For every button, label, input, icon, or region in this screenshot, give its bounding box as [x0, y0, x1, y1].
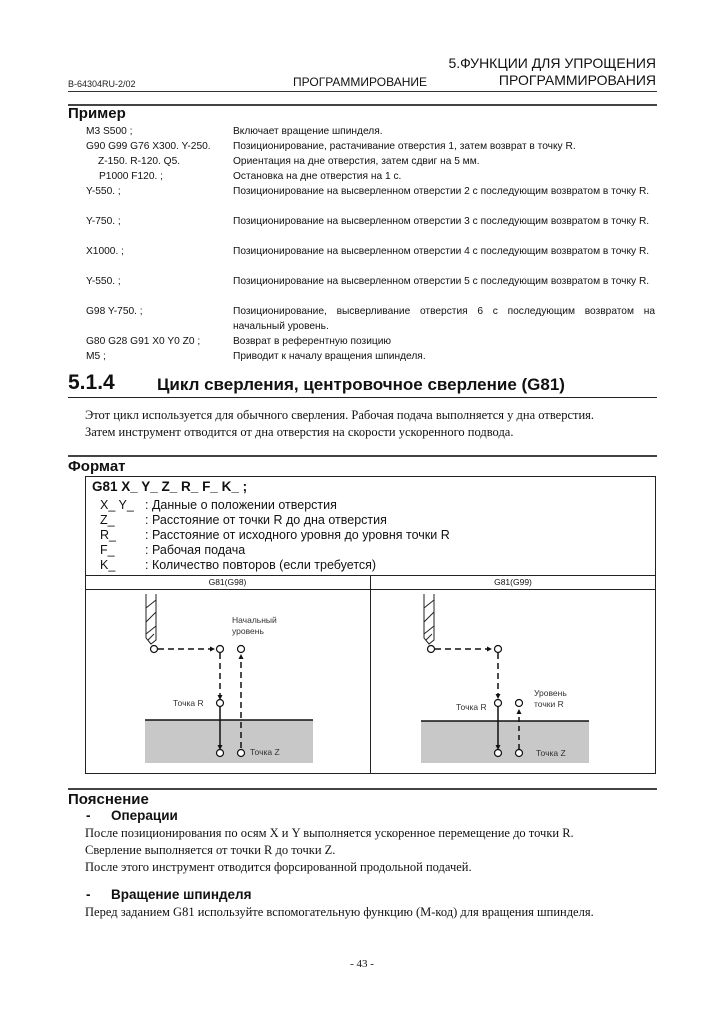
header-part-name: ПРОГРАММИРОВАНИЕ	[293, 75, 427, 89]
example-description: Позиционирование, высверливание отверстия 6 с последующим возвратом на начальный уровень.	[233, 306, 655, 332]
example-code: G98 Y-750. ;	[86, 306, 143, 317]
section-intro	[85, 407, 657, 441]
format-param-key: R_	[100, 528, 116, 542]
operations-dash: -	[86, 808, 91, 823]
chapter-title-line-1: 5.ФУНКЦИИ ДЛЯ УПРОЩЕНИЯ	[448, 55, 656, 71]
example-code: G90 G99 G76 X300. Y-250.	[86, 141, 211, 152]
spindle-text: Перед заданием G81 используйте вспомогательную функцию (M-код) для вращения шпинделя.	[85, 905, 594, 919]
label-point-r-g98: Точка R	[173, 698, 204, 708]
section-title: Цикл сверления, центровочное сверление (G81)	[157, 375, 565, 394]
label-initial-level-line-1: Начальный	[232, 615, 277, 625]
example-rule	[68, 104, 657, 106]
format-rule	[68, 455, 657, 457]
label-initial-level-line-2: уровень	[232, 626, 264, 636]
diagram-g99-title: G81(G99)	[370, 575, 656, 590]
format-heading: Формат	[68, 458, 126, 475]
example-description: Позиционирование на высверленном отверстии 2 с последующим возвратом в точку R.	[233, 186, 650, 197]
example-description: Возврат в референтную позицию	[233, 336, 392, 347]
example-description: Остановка на дне отверстия на 1 с.	[233, 171, 402, 182]
label-r-level	[534, 688, 567, 710]
label-point-z-g98: Точка Z	[250, 747, 280, 757]
operations-line: После этого инструмент отводится форсированной продольной подачей.	[85, 860, 472, 874]
format-param-desc: : Расстояние от точки R до дна отверстия	[145, 513, 387, 527]
label-initial-level	[232, 615, 277, 637]
explanation-rule	[68, 788, 657, 790]
drill-bit-icon	[146, 594, 156, 644]
example-description: Позиционирование на высверленном отверстии 4 с последующим возвратом в точку R.	[233, 246, 650, 257]
spindle-dash: -	[86, 887, 91, 902]
header-divider	[68, 91, 657, 92]
example-code: M3 S500 ;	[86, 126, 133, 137]
chapter-title	[448, 55, 656, 89]
example-table	[68, 124, 657, 364]
example-code: X1000. ;	[86, 246, 124, 257]
operations-heading: Операции	[111, 808, 178, 823]
document-code: B-64304RU-2/02	[68, 79, 136, 89]
page-number: - 43 -	[350, 958, 374, 970]
operations-line: После позиционирования по осям X и Y выполняется ускоренное перемещение до точки R.	[85, 826, 574, 840]
example-code: M5 ;	[86, 351, 106, 362]
label-r-level-line-1: Уровень	[534, 688, 567, 698]
chapter-title-line-2: ПРОГРАММИРОВАНИЯ	[498, 72, 656, 88]
section-number: 5.1.4	[68, 371, 115, 394]
diagram-g98	[86, 590, 370, 773]
example-description: Позиционирование, растачивание отверстия 1, затем возврат в точку R.	[233, 141, 576, 152]
format-param-key: X_ Y_	[100, 498, 134, 512]
format-param-desc: : Рабочая подача	[145, 543, 246, 557]
example-code: Y-550. ;	[86, 186, 121, 197]
example-code: Z-150. R-120. Q5.	[98, 156, 181, 167]
example-description: Ориентация на дне отверстия, затем сдвиг на 5 мм.	[233, 156, 480, 167]
example-description: Включает вращение шпинделя.	[233, 126, 383, 137]
format-param-desc: : Данные о положении отверстия	[145, 498, 337, 512]
example-description: Позиционирование на высверленном отверстии 5 с последующим возвратом в точку R.	[233, 276, 650, 287]
format-param-key: Z_	[100, 513, 115, 527]
section-intro-line-1: Этот цикл используется для обычного сверления. Рабочая подача выполняется у дна отверстия.	[85, 408, 595, 422]
operations-line: Сверление выполняется от точки R до точки Z.	[85, 843, 336, 857]
format-param-desc: : Расстояние от исходного уровня до уровня точки R	[145, 528, 450, 542]
example-heading: Пример	[68, 105, 126, 122]
operations-text	[85, 825, 657, 876]
section-intro-line-2: Затем инструмент отводится от дна отверстия на скорости ускоренного подвода.	[85, 425, 514, 439]
spindle-heading: Вращение шпинделя	[111, 887, 252, 902]
example-code: G80 G28 G91 X0 Y0 Z0 ;	[86, 336, 201, 347]
label-point-z-g99: Точка Z	[536, 748, 566, 758]
diagram-g98-title: G81(G98)	[85, 575, 370, 590]
format-param-key: F_	[100, 543, 115, 557]
section-title-underline	[68, 397, 657, 398]
label-r-level-line-2: точки R	[534, 699, 564, 709]
format-param-desc: : Количество повторов (если требуется)	[145, 558, 377, 572]
example-code: Y-550. ;	[86, 276, 121, 287]
example-code: Y-750. ;	[86, 216, 121, 227]
explanation-heading: Пояснение	[68, 791, 149, 808]
example-description: Позиционирование на высверленном отверстии 3 с последующим возвратом в точку R.	[233, 216, 650, 227]
drill-bit-icon	[424, 594, 434, 644]
diagram-g99	[371, 590, 655, 773]
label-point-r-g99: Точка R	[456, 702, 487, 712]
format-command: G81 X_ Y_ Z_ R_ F_ K_ ;	[92, 479, 248, 494]
example-code: P1000 F120. ;	[99, 171, 164, 182]
example-description: Приводит к началу вращения шпинделя.	[233, 351, 426, 362]
format-param-key: K_	[100, 558, 116, 572]
